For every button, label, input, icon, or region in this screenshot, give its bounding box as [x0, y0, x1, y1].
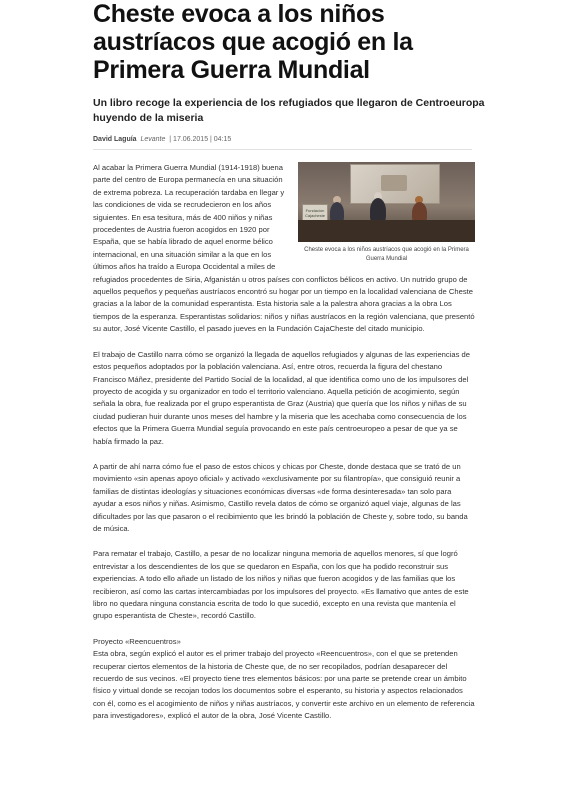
byline-author[interactable]: David Laguía [93, 136, 137, 143]
paragraph: Al acabar la Primera Guerra Mundial (1914-1918) buena parte del centro de Europa permanecía en una situación de extrema pobreza. La recuperación tardaba en llegar y las condiciones de vida se recrudecieron en los años siguientes. En esa tesitura, más de 400 niños y niñas procedentes de Austria fueron acogidos en 1920 por España, que se había librado de aquel enorme bélico internacional, en una situación similar a la que en los últimos años ha traído a Europa Occidental a miles de refugiados procedentes de Siria, Afganistán u otros países con conflictos bélicos en activo. Un nutrido grupo de aquellos pequeños y pequeñas austríacos encontró su hogar por un tiempo en la localidad valenciana de Cheste gracias a la labor de la comunidad esperantista. Esta historia sale a la palestra ahora gracias a la obra Los tiempos de la esperanza. Esperantistas solidarios: niños y niñas austríacos en la región valenciana, que presentó su autor, José Vicente Castillo, el pasado jueves en la Fundación CajaCheste del citado municipio. [93, 163, 475, 334]
photo-banner: Fundación Cajacheste [302, 204, 328, 226]
article-subhead: Un libro recoge la experiencia de los refugiados que llegaron de Centroeuropa huyendo de la miseria [93, 97, 485, 124]
photo-caption: Cheste evoca a los niños austríacos que acogió en la Primera Guerra Mundial [304, 247, 469, 262]
paragraph: El trabajo de Castillo narra cómo se organizó la llegada de aquellos refugiados y algunas de las experiencias de estos pequeños adoptados por la población valenciana. Así, entre otros, recuerda la figura del chestano Francisco Máñez, presidente del Partido Social de la localidad, al que identifica como uno de los impulsores del proyecto de acogida y su organizador en todo el territorio valenciano. Aquella petición de acogimiento, según señala la obra, fue realizada por el grupo esperantista de Graz (Austria) que quería que los niños y niñas de su ciudad pudieran huir durante unos meses del hambre y la miseria que les acechaba como consecuencia de los efectos que la Primera Guerra Mundial seguía provocando en este país centroeuropeo a pesar de que ya se había firmado la paz. [93, 349, 470, 446]
projection-screen [350, 164, 440, 204]
byline: David Laguía Levante | 17.06.2015 | 04:15 [93, 136, 472, 150]
byline-source: Levante [140, 136, 166, 143]
article-figure [298, 162, 475, 264]
paragraph: Para rematar el trabajo, Castillo, a pesar de no localizar ninguna memoria de aquellos menores, sí que logró entrevistar a los descendientes de los que se quedaron en España, con los que ha podido reconstruir sus experiencias. A todo ello añade un listado de los niños y niñas que fueron acogidos y de las familias que los recibieron, así como las cartas intercambiadas por los impulsores del proyecto. «Es llamativo que antes de este libro no quedara ninguna constancia escrita de todo lo que sucedió, excepto en una revista que mantenía el grupo esperantista de Cheste», recordó Castillo. [93, 549, 469, 621]
paragraph: A partir de ahí narra cómo fue el paso de estos chicos y chicas por Cheste, donde destaca que se trató de un movimiento «sin apenas apoyo oficial» y activado «exclusivamente por su filantropía», que consiguió reunir a familias de distintas ideologías y situaciones económicas diversas «de forma desinteresada» tan solo para ayudar a esos niños y niñas. Asimismo, Castillo revela datos de cómo se organizó aquel viaje, algunas de las dificultades por las que pasaron o el recibimiento que les brindó la población de Cheste y, sobre todo, su banda de música. [93, 461, 468, 533]
presentation-table [298, 220, 475, 242]
section-heading: Proyecto «Reencuentros» [93, 636, 181, 646]
article-headline: Cheste evoca a los niños austríacos que acogió en la Primera Guerra Mundial [93, 0, 413, 84]
byline-date: 17.06.2015 | 04:15 [173, 136, 232, 143]
article-photo[interactable] [298, 162, 475, 242]
article-body [93, 162, 475, 723]
paragraph: Esta obra, según explicó el autor es el primer trabajo del proyecto «Reencuentros», con el que se pretenden recuperar ciertos elementos de la historia de Cheste que, de no ser recopilados, podrían desaparecer del recuerdo de sus vecinos. «El proyecto tiene tres elementos básicos: por una parte se pretende crear un ámbito físico y virtual donde se recojan todos los documentos sobre el esperanto, su historia y aspectos relacionados con él, como es el acogimiento de niños y niñas austríacos, y convertir este archivo en un elemento de referencia para investigadores», explicó el autor de la obra, José Vicente Castillo. [93, 649, 475, 721]
